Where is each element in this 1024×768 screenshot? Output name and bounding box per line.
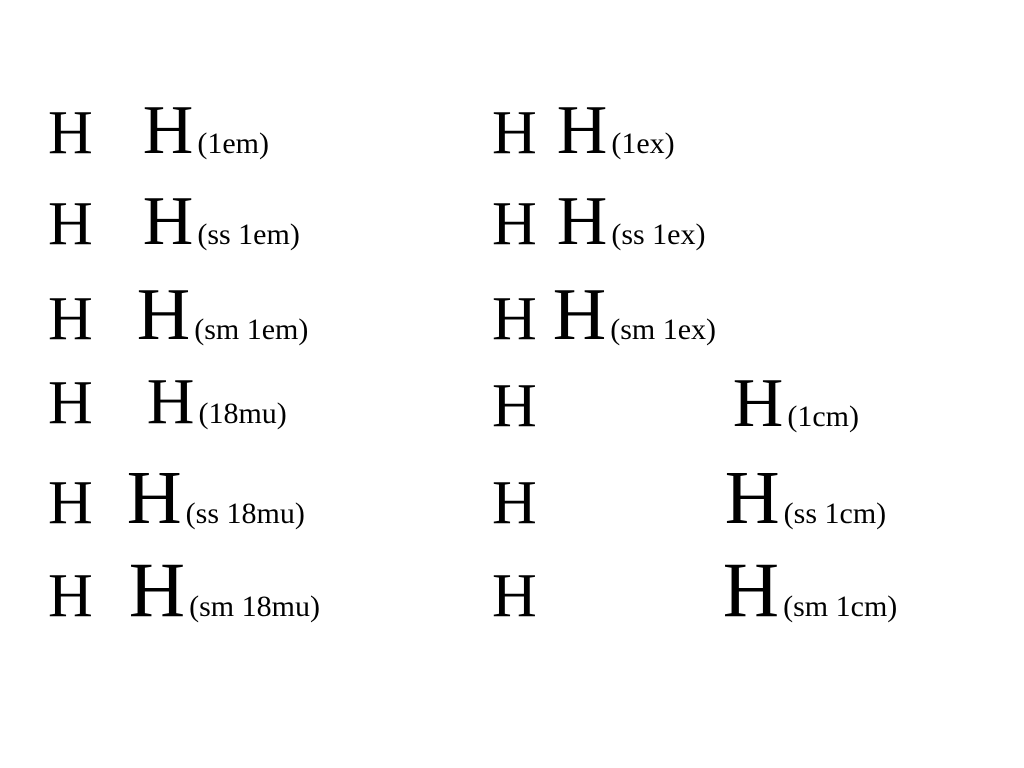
scaled-glyph: H: [126, 456, 182, 540]
specimen-cell-left: [48, 183, 300, 260]
specimen-cell-left: [48, 546, 320, 633]
size-label: (1cm): [787, 400, 859, 433]
size-label: (sm 1em): [194, 313, 309, 346]
size-label: (sm 1ex): [610, 313, 717, 346]
reference-glyph: H: [48, 562, 93, 630]
specimen-cell-right: [492, 365, 859, 442]
specimen-cell-left: [48, 274, 309, 356]
scaled-glyph: H: [722, 546, 780, 633]
specimen-row: [0, 92, 1024, 187]
reference-glyph: H: [48, 190, 93, 258]
reference-glyph: H: [48, 99, 93, 167]
size-label: (1ex): [611, 127, 675, 160]
size-label: (ss 1em): [197, 218, 300, 251]
size-label: (ss 1cm): [783, 497, 887, 530]
scaled-glyph: H: [136, 274, 191, 356]
scaled-glyph: H: [732, 365, 784, 442]
specimen-cell-left: [48, 365, 287, 438]
scaled-glyph: H: [556, 183, 608, 260]
reference-glyph: H: [492, 190, 537, 258]
specimen-cell-left: [48, 92, 269, 169]
reference-glyph: H: [48, 369, 93, 437]
specimen-row: [0, 183, 1024, 278]
specimen-cell-right: [492, 274, 717, 356]
specimen-row: [0, 365, 1024, 460]
reference-glyph: H: [492, 285, 537, 353]
scaled-glyph: H: [556, 92, 608, 169]
specimen-rows: [0, 92, 1024, 642]
size-label: (sm 18mu): [189, 590, 320, 623]
specimen-cell-left: [48, 456, 305, 540]
specimen-cell-right: [492, 92, 675, 169]
reference-glyph: H: [492, 99, 537, 167]
size-label: (sm 1cm): [783, 590, 898, 623]
specimen-row: [0, 274, 1024, 369]
specimen-row: [0, 546, 1024, 642]
specimen-cell-right: [492, 546, 898, 633]
reference-glyph: H: [48, 469, 93, 537]
scaled-glyph: H: [142, 92, 194, 169]
scaled-glyph: H: [128, 546, 186, 633]
reference-glyph: H: [48, 285, 93, 353]
specimen-row: [0, 456, 1024, 551]
specimen-cell-right: [492, 456, 887, 540]
size-label: (18mu): [198, 397, 287, 430]
reference-glyph: H: [492, 469, 537, 537]
reference-glyph: H: [492, 372, 537, 440]
size-label: (ss 1ex): [611, 218, 706, 251]
scaled-glyph: H: [552, 274, 607, 356]
scaled-glyph: H: [146, 365, 195, 438]
scaled-glyph: H: [142, 183, 194, 260]
scaled-glyph: H: [724, 456, 780, 540]
size-label: (1em): [197, 127, 269, 160]
specimen-cell-right: [492, 183, 706, 260]
reference-glyph: H: [492, 562, 537, 630]
size-label: (ss 18mu): [185, 497, 305, 530]
